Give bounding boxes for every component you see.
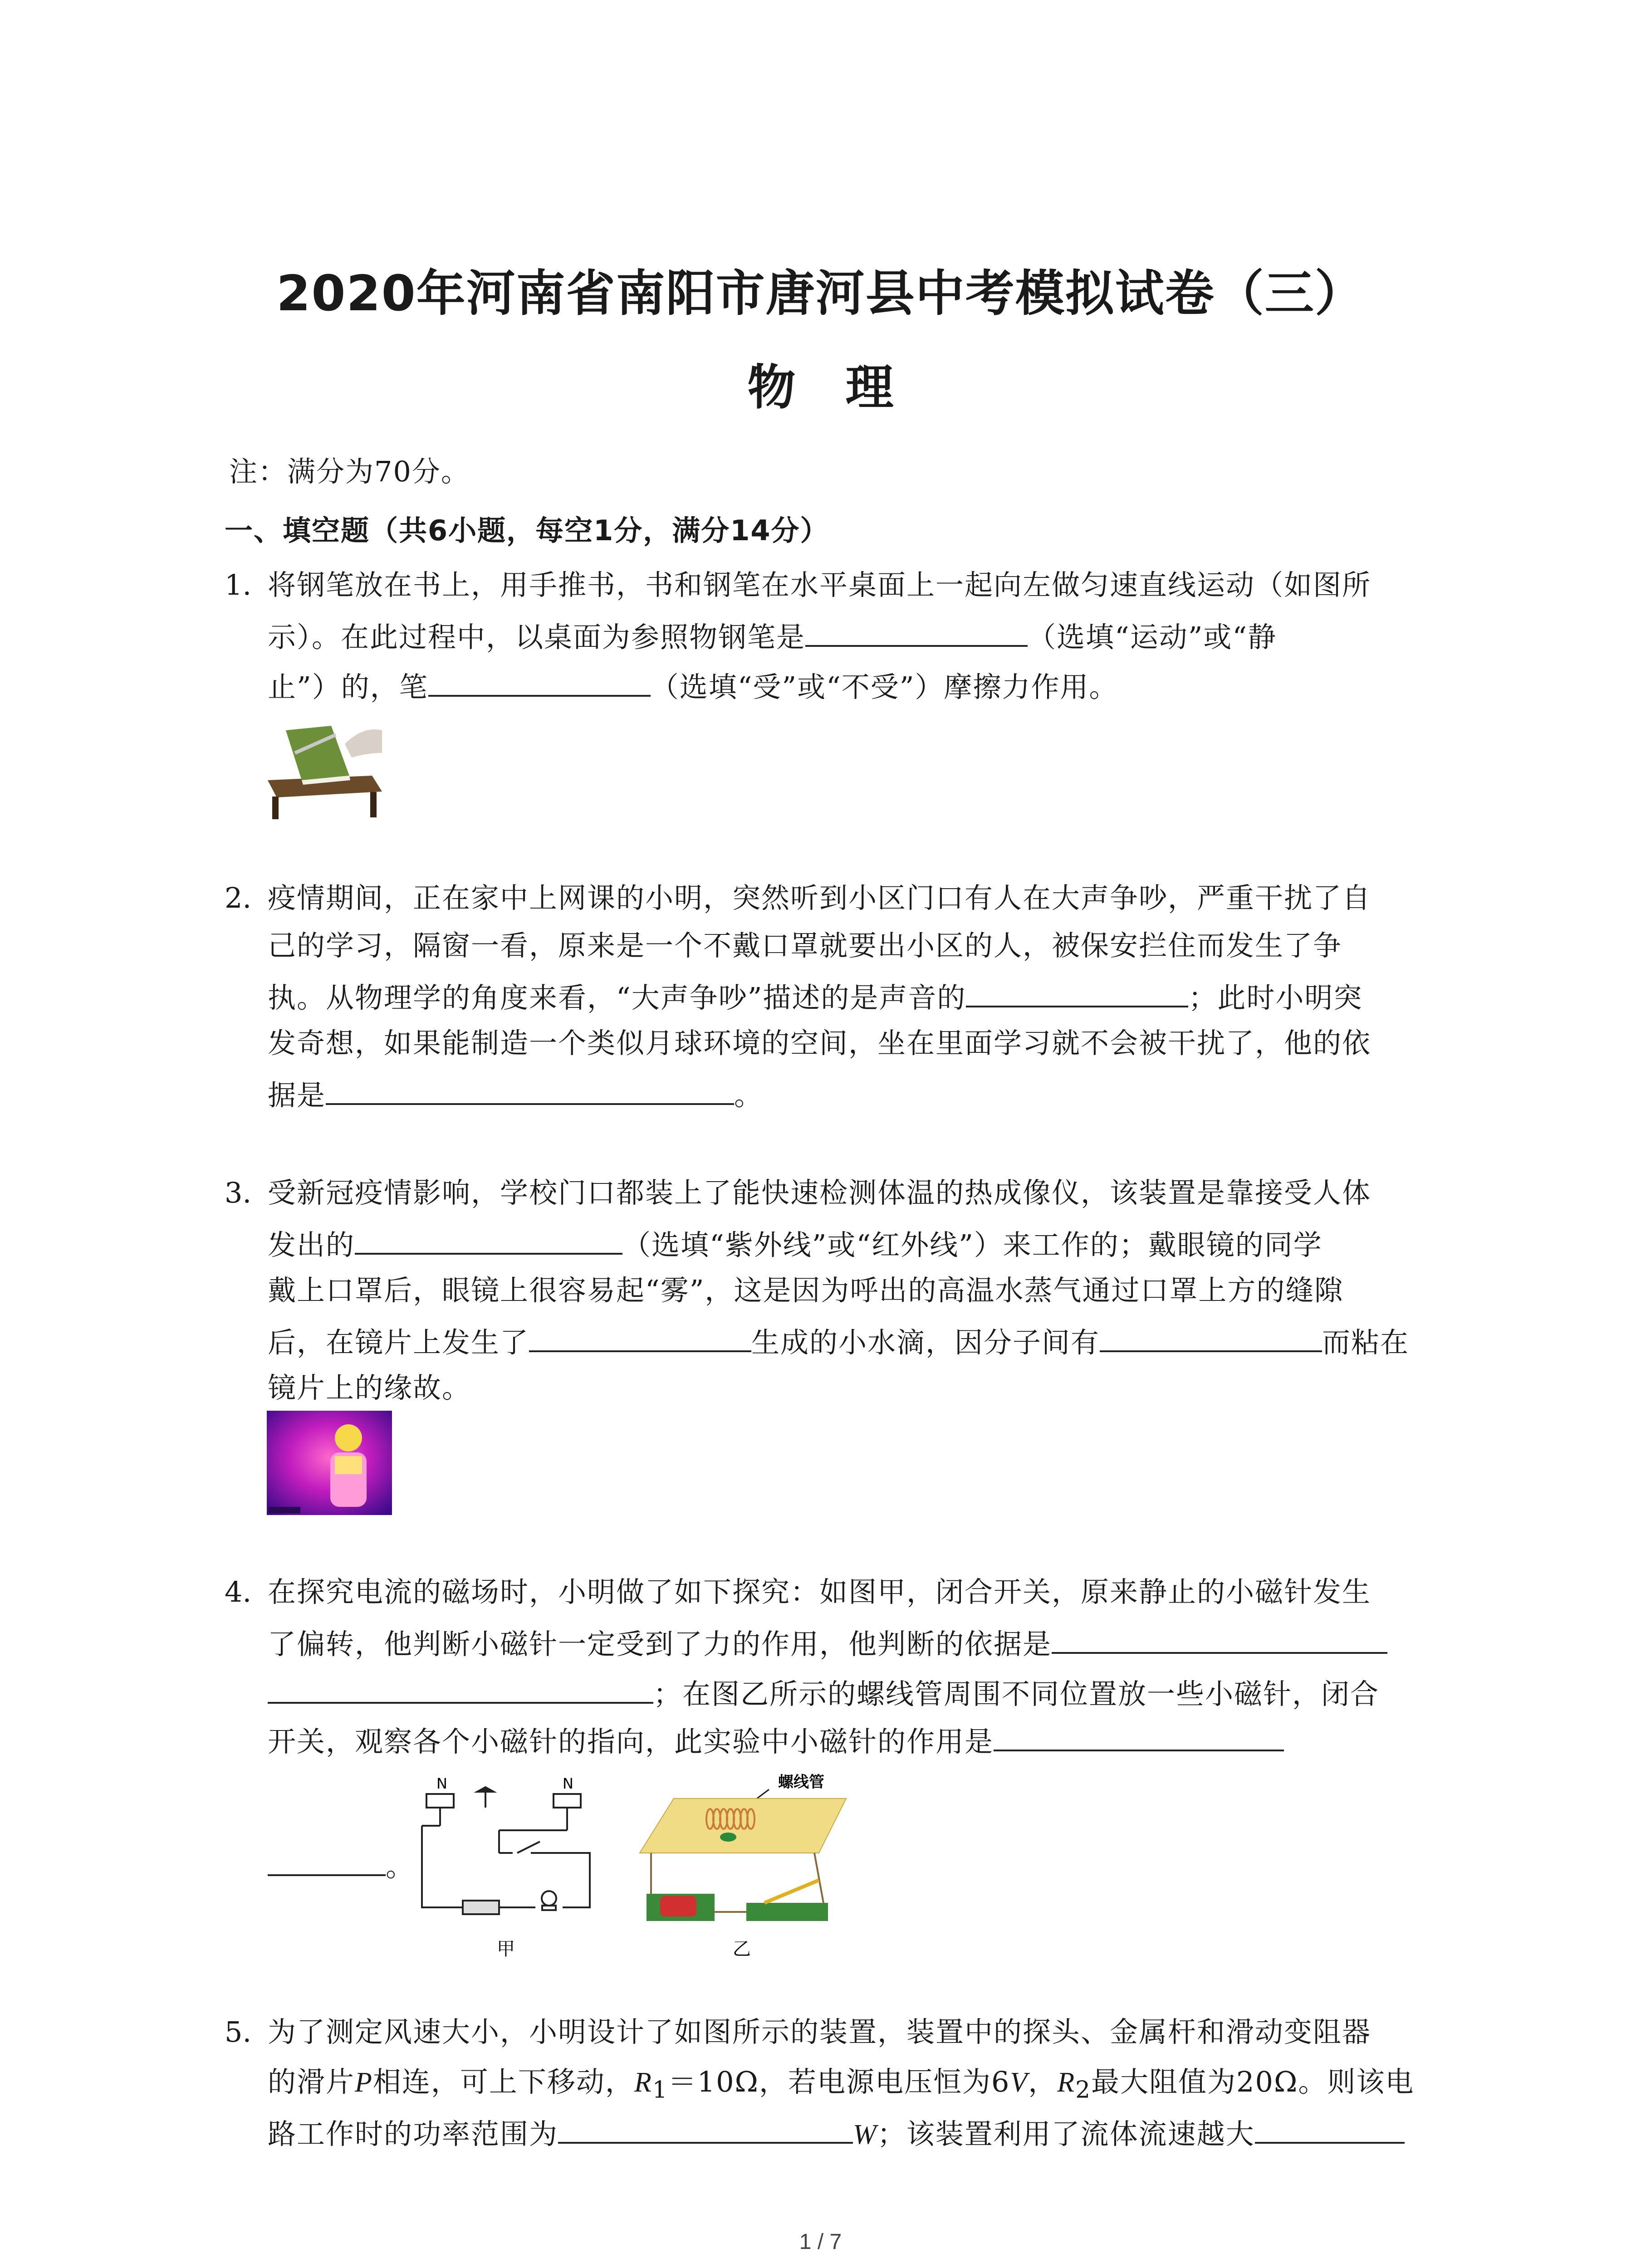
figure-label-a: 甲 <box>497 1939 515 1960</box>
section-heading: 一、填空题（共6小题，每空1分，满分14分） <box>225 514 829 547</box>
question-text: 。 <box>268 1846 415 1885</box>
answer-blank[interactable] <box>966 978 1188 1007</box>
answer-blank[interactable] <box>268 1846 386 1876</box>
question-text: 的滑片P相连，可上下移动，$R_1=10\Omega$，若电源电压恒为6V，$R_2$最大阻值为20Ω。则该电 <box>268 2065 1415 2104</box>
question-number: 1. <box>225 568 252 601</box>
question-text: 受新冠疫情影响，学校门口都装上了能快速检测体温的热成像仪，该装置是靠接受人体 <box>268 1176 1372 1209</box>
answer-blank[interactable] <box>805 617 1028 647</box>
question-text: 疫情期间，正在家中上网课的小明，突然听到小区门口有人在大声争吵，严重干扰了自 <box>268 881 1372 914</box>
question-text: 示）。在此过程中，以桌面为参照物钢笔是 （选填“运动”或“静 <box>268 617 1277 655</box>
pen-on-book-figure <box>263 712 386 821</box>
question-text: ；在图乙所示的螺线管周围不同位置放一些小磁针，闭合 <box>268 1674 1379 1712</box>
question-number: 2. <box>225 881 252 914</box>
circuit-figure-a <box>408 1767 617 1962</box>
page-title: 2020年河南省南阳市唐河县中考模拟试卷（三） <box>276 265 1365 322</box>
answer-blank[interactable] <box>1255 2114 1405 2144</box>
question-text: 开关，观察各个小磁针的指向，此实验中小磁针的作用是 <box>268 1721 1284 1760</box>
question-text: 为了测定风速大小，小明设计了如图所示的装置，装置中的探头、金属杆和滑动变阻器 <box>268 2015 1372 2048</box>
solenoid-label: 螺线管 <box>778 1773 824 1791</box>
question-text: 止”）的，笔 （选填“受”或“不受”）摩擦力作用。 <box>268 667 1118 705</box>
question-text: 执。从物理学的角度来看，“大声争吵”描述的是声音的 ；此时小明突 <box>268 978 1362 1016</box>
question-text: 后，在镜片上发生了 生成的小水滴，因分子间有 而粘在 <box>268 1322 1409 1361</box>
thermal-image-figure <box>267 1411 392 1515</box>
question-number: 3. <box>225 1176 252 1209</box>
subject-title: 物理 <box>747 360 944 415</box>
figure-label-b: 乙 <box>733 1939 751 1960</box>
question-text: 发奇想，如果能制造一个类似月球环境的空间，坐在里面学习就不会被干扰了，他的依 <box>268 1026 1372 1060</box>
page-number: 1 / 7 <box>799 2230 842 2254</box>
question-text: 将钢笔放在书上，用手推书，书和钢笔在水平桌面上一起向左做匀速直线运动（如图所 <box>268 568 1372 601</box>
score-note: 注：满分为70分。 <box>229 455 470 488</box>
question-text: 发出的 （选填“紫外线”或“红外线”）来工作的；戴眼镜的同学 <box>268 1225 1323 1263</box>
pole-label: N <box>436 1775 447 1792</box>
answer-blank[interactable] <box>529 1322 751 1352</box>
question-text: 戴上口罩后，眼镜上很容易起“雾”，这是因为呼出的高温水蒸气通过口罩上方的缝隙 <box>268 1274 1344 1307</box>
answer-blank[interactable] <box>326 1075 734 1105</box>
question-text: 据是 。 <box>268 1075 763 1114</box>
question-number: 5. <box>225 2015 252 2048</box>
answer-blank[interactable] <box>994 1721 1284 1751</box>
pole-label: N <box>563 1775 573 1792</box>
question-text: 镜片上的缘故。 <box>268 1371 471 1404</box>
answer-blank[interactable] <box>268 1674 653 1704</box>
solenoid-figure-b <box>633 1767 851 1962</box>
answer-blank[interactable] <box>428 667 651 697</box>
question-text: 路工作时的功率范围为 W；该装置利用了流体流速越大 <box>268 2114 1405 2153</box>
answer-blank[interactable] <box>355 1225 622 1255</box>
question-text: 在探究电流的磁场时，小明做了如下探究：如图甲，闭合开关，原来静止的小磁针发生 <box>268 1575 1372 1608</box>
question-text: 己的学习，隔窗一看，原来是一个不戴口罩就要出小区的人，被保安拦住而发生了争 <box>268 929 1342 962</box>
answer-blank[interactable] <box>558 2114 853 2144</box>
answer-blank[interactable] <box>1052 1624 1387 1654</box>
question-number: 4. <box>225 1575 252 1608</box>
question-text: 了偏转，他判断小磁针一定受到了力的作用，他判断的依据是 <box>268 1624 1387 1662</box>
answer-blank[interactable] <box>1100 1322 1322 1352</box>
